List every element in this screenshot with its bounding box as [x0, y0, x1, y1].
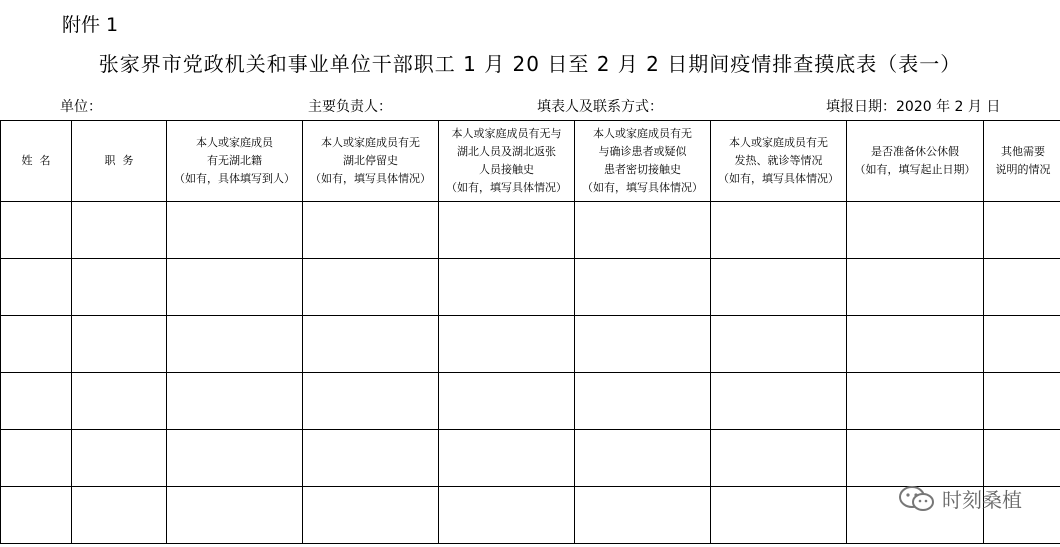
form-title: 张家界市党政机关和事业单位干部职工 1 月 20 日至 2 月 2 日期间疫情排查摸底表（表一） [98, 52, 962, 76]
watermark [898, 484, 1022, 513]
column-header-line: 其他需要 [1001, 145, 1045, 158]
table-cell[interactable] [439, 487, 575, 544]
report-date-label: 填报日期：2020 年 2 月 日 [826, 99, 1001, 115]
watermark-text: 时刻桑植 [942, 488, 1022, 512]
column-header [167, 121, 303, 202]
table-cell[interactable] [167, 316, 303, 373]
table-cell[interactable] [167, 487, 303, 544]
column-header-line: 说明的情况 [995, 163, 1051, 176]
chief-field-label: 主要负责人： [308, 99, 392, 115]
table-cell[interactable] [575, 487, 711, 544]
column-header [72, 121, 167, 202]
table-cell[interactable] [575, 373, 711, 430]
table-cell[interactable] [847, 373, 984, 430]
table-cell[interactable] [303, 316, 439, 373]
table-row [1, 259, 1060, 316]
table-cell[interactable] [1, 259, 72, 316]
column-header-line: 有无湖北籍 [207, 154, 262, 167]
column-header [1, 121, 72, 202]
table-cell[interactable] [72, 430, 167, 487]
table-cell[interactable] [167, 202, 303, 259]
column-header [847, 121, 984, 202]
column-header-line: 与确诊患者或疑似 [598, 145, 687, 158]
table-cell[interactable] [847, 259, 984, 316]
column-header [711, 121, 847, 202]
column-header-line: 姓 名 [21, 154, 51, 167]
column-header-line: （如有，填写具体情况） [446, 181, 567, 194]
filler-contact-label: 填表人及联系方式： [537, 99, 663, 115]
wechat-icon [898, 485, 936, 513]
column-header-line: 人员接触史 [479, 163, 534, 176]
table-cell[interactable] [847, 430, 984, 487]
table-cell[interactable] [439, 259, 575, 316]
column-header [303, 121, 439, 202]
table-cell[interactable] [72, 487, 167, 544]
table-cell[interactable] [711, 259, 847, 316]
table-cell[interactable] [711, 316, 847, 373]
table-cell[interactable] [303, 373, 439, 430]
survey-table [0, 120, 1060, 544]
column-header [575, 121, 711, 202]
table-cell[interactable] [575, 259, 711, 316]
header-row [1, 121, 1060, 202]
column-header-line: （如有，填写具体情况） [582, 181, 703, 194]
table-cell[interactable] [984, 259, 1060, 316]
column-header-line: 湖北停留史 [343, 154, 398, 167]
column-header-line: 职 务 [104, 154, 134, 167]
table-cell[interactable] [847, 316, 984, 373]
column-header-line: 患者密切接触史 [604, 163, 681, 176]
column-header-line: 发热、就诊等情况 [734, 154, 823, 167]
table-cell[interactable] [439, 202, 575, 259]
table-cell[interactable] [303, 487, 439, 544]
table-cell[interactable] [984, 316, 1060, 373]
table-cell[interactable] [167, 373, 303, 430]
table-row [1, 373, 1060, 430]
table-row [1, 202, 1060, 259]
unit-field-label: 单位： [60, 99, 102, 115]
table-cell[interactable] [984, 202, 1060, 259]
table-cell[interactable] [72, 373, 167, 430]
column-header-line: 本人或家庭成员有无与 [451, 127, 562, 140]
table-cell[interactable] [303, 430, 439, 487]
table-cell[interactable] [439, 373, 575, 430]
table-cell[interactable] [984, 373, 1060, 430]
table-cell[interactable] [1, 430, 72, 487]
table-cell[interactable] [575, 316, 711, 373]
attachment-label: 附件 1 [62, 14, 119, 36]
column-header [439, 121, 575, 202]
table-cell[interactable] [303, 202, 439, 259]
table-cell[interactable] [439, 316, 575, 373]
column-header-line: （如有，填写具体情况） [718, 172, 839, 185]
table-cell[interactable] [1, 202, 72, 259]
table-row [1, 430, 1060, 487]
table-cell[interactable] [711, 487, 847, 544]
table-cell[interactable] [72, 259, 167, 316]
column-header-line: （如有，具体填写到人） [174, 172, 295, 185]
table-cell[interactable] [72, 316, 167, 373]
column-header-line: （如有，填写具体情况） [310, 172, 431, 185]
column-header-line: 是否准备休公休假 [871, 145, 959, 158]
table-row [1, 316, 1060, 373]
table-cell[interactable] [984, 430, 1060, 487]
table-cell[interactable] [303, 259, 439, 316]
table-cell[interactable] [72, 202, 167, 259]
table-cell[interactable] [575, 430, 711, 487]
column-header-line: 本人或家庭成员有无 [729, 136, 828, 149]
table-cell[interactable] [1, 487, 72, 544]
column-header-line: 湖北人员及湖北返张 [457, 145, 556, 158]
table-cell[interactable] [167, 259, 303, 316]
table-cell[interactable] [167, 430, 303, 487]
table-cell[interactable] [1, 373, 72, 430]
table-cell[interactable] [1, 316, 72, 373]
column-header-line: （如有，填写起止日期） [854, 163, 976, 176]
column-header-line: 本人或家庭成员有无 [593, 127, 692, 140]
table-cell[interactable] [847, 202, 984, 259]
table-cell[interactable] [711, 430, 847, 487]
column-header [984, 121, 1060, 202]
table-cell[interactable] [439, 430, 575, 487]
table-cell[interactable] [575, 202, 711, 259]
column-header-line: 本人或家庭成员 [196, 136, 273, 149]
column-header-line: 本人或家庭成员有无 [321, 136, 420, 149]
table-cell[interactable] [711, 202, 847, 259]
table-cell[interactable] [711, 373, 847, 430]
